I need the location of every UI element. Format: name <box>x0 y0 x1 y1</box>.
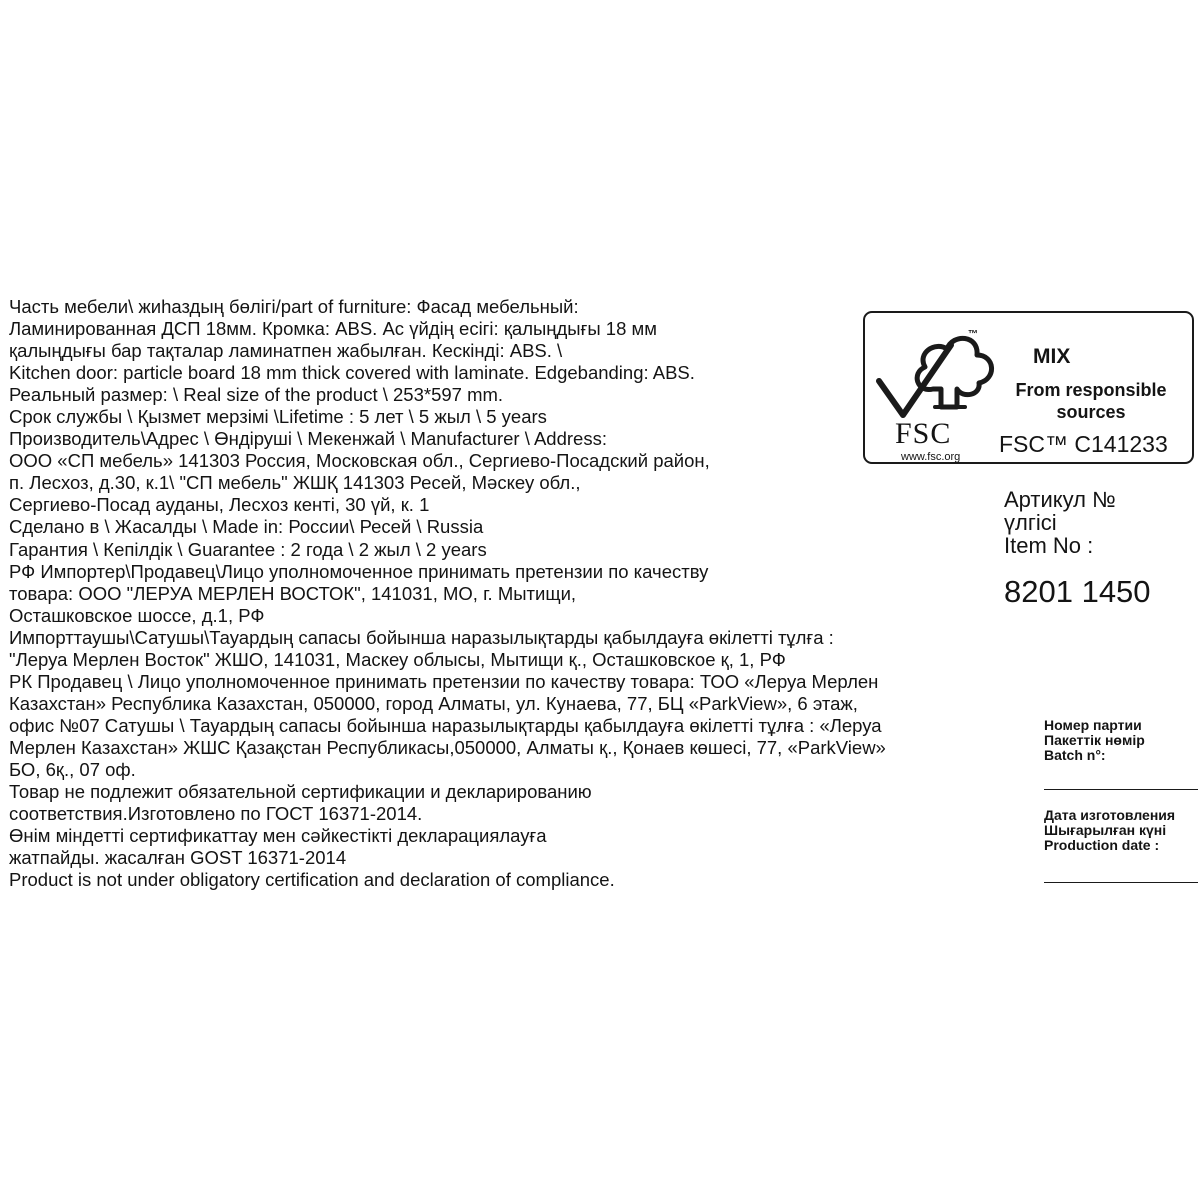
info-line: Мерлен Казахстан» ЖШС Қазақстан Республикасы,050000, Алматы қ., Қонаев көшесі, 77, «ParkView» <box>9 736 886 758</box>
info-line: Сергиево-Посад ауданы, Лесхоз кенті, 30 үй, к. 1 <box>9 494 430 516</box>
batch-label-kz: Пакеттік нөмір <box>1044 732 1145 748</box>
article-label-kz: үлгісі <box>1004 510 1057 535</box>
info-line: Гарантия \ Кепілдік \ Guarantee : 2 года \ 2 жыл \ 2 years <box>9 538 487 560</box>
info-line: Kitchen door: particle board 18 mm thick covered with laminate. Edgebanding: ABS. <box>9 362 695 384</box>
info-line: Производитель\Адрес \ Өндіруші \ Мекенжай \ Manufacturer \ Address: <box>9 428 607 450</box>
info-line: Товар не подлежит обязательной сертификации и декларированию <box>9 781 592 803</box>
info-line: БО, 6қ., 07 оф. <box>9 758 136 780</box>
info-line: Осташковское шоссе, д.1, РФ <box>9 604 265 626</box>
info-line: Product is not under obligatory certification and declaration of compliance. <box>9 869 615 891</box>
article-block <box>1004 488 1151 610</box>
info-line: жатпайды. жасалған GOST 16371-2014 <box>9 847 347 869</box>
production-date-label-en: Production date : <box>1044 837 1160 853</box>
info-line: соответствия.Изготовлено по ГОСТ 16371-2014. <box>9 803 423 825</box>
fsc-badge <box>863 311 1194 464</box>
info-line: Өнім міндетті сертификаттау мен сәйкестікті декларациялауға <box>9 825 547 847</box>
info-line: РФ Импортер\Продавец\Лицо уполномоченное принимать претензии по качеству <box>9 560 709 582</box>
product-info-text-block <box>9 296 886 891</box>
fsc-license-code: FSC™ C141233 <box>999 431 1168 457</box>
info-line: Срок службы \ Қызмет мерзімі \Lifetime : 5 лет \ 5 жыл \ 5 years <box>9 406 547 428</box>
fsc-mix-label: MIX <box>1033 345 1071 368</box>
info-line: п. Лесхоз, д.30, к.1\ "СП мебель" ЖШҚ 141303 Ресей, Мәскеу обл., <box>9 472 581 494</box>
info-line: ООО «СП мебель» 141303 Россия, Московская обл., Сергиево-Посадский район, <box>9 450 710 472</box>
info-line: товара: ООО "ЛЕРУА МЕРЛЕН ВОСТОК", 141031, МО, г. Мытищи, <box>9 582 577 604</box>
info-line: Сделано в \ Жасалды \ Made in: России\ Ресей \ Russia <box>9 516 484 538</box>
fsc-logo-text: FSC <box>895 417 952 450</box>
batch-label-ru: Номер партии <box>1044 717 1142 733</box>
production-date-label-ru: Дата изготовления <box>1044 807 1176 823</box>
fsc-logo <box>873 323 1003 463</box>
article-label-ru: Артикул № <box>1004 487 1116 512</box>
info-line: "Леруа Мерлен Восток" ЖШО, 141031, Маскеу облысы, Мытищи қ., Осташковское қ, 1, РФ <box>9 648 786 670</box>
batch-label-en: Batch n°: <box>1044 747 1106 763</box>
batch-block <box>1044 718 1145 763</box>
info-line: Импорттаушы\Сатушы\Тауардың сапасы бойынша наразылықтарды қабылдауға өкілетті тұлға : <box>9 626 834 648</box>
article-label-en: Item No : <box>1004 533 1094 558</box>
production-date-label-kz: Шығарылған күні <box>1044 822 1167 838</box>
fsc-url: www.fsc.org <box>901 451 961 463</box>
info-line: қалыңдығы бар тақталар ламинатпен жабылған. Кескінді: ABS. \ <box>9 340 563 362</box>
fsc-responsible-sources: From responsible sources <box>1015 380 1167 422</box>
info-line: Часть мебели\ жиhаздың бөлігі/part of furniture: Фасад мебельный: <box>9 296 579 317</box>
article-number: 8201 1450 <box>1004 574 1151 609</box>
info-line: Ламинированная ДСП 18мм. Кромка: ABS. Ас үйдің есігі: қалыңдығы 18 мм <box>9 318 657 340</box>
production-date-block <box>1044 808 1175 853</box>
info-line: Реальный размер: \ Real size of the product \ 253*597 mm. <box>9 384 504 406</box>
info-line: Казахстан» Республика Казахстан, 050000, город Алматы, ул. Кунаева, 77, БЦ «ParkView», 6 этаж, <box>9 692 858 714</box>
fsc-tree-check-icon <box>873 323 1003 423</box>
info-line: РК Продавец \ Лицо уполномоченное принимать претензии по качеству товара: ТОО «Леруа Мерлен <box>9 670 879 692</box>
production-date-fill-line <box>1044 882 1198 883</box>
info-line: офис №07 Сатушы \ Тауардың сапасы бойынша наразылықтарды қабылдауға өкілетті тұлға : «Леруа <box>9 714 882 736</box>
trademark-symbol: ™ <box>968 329 978 340</box>
batch-fill-line <box>1044 789 1198 790</box>
